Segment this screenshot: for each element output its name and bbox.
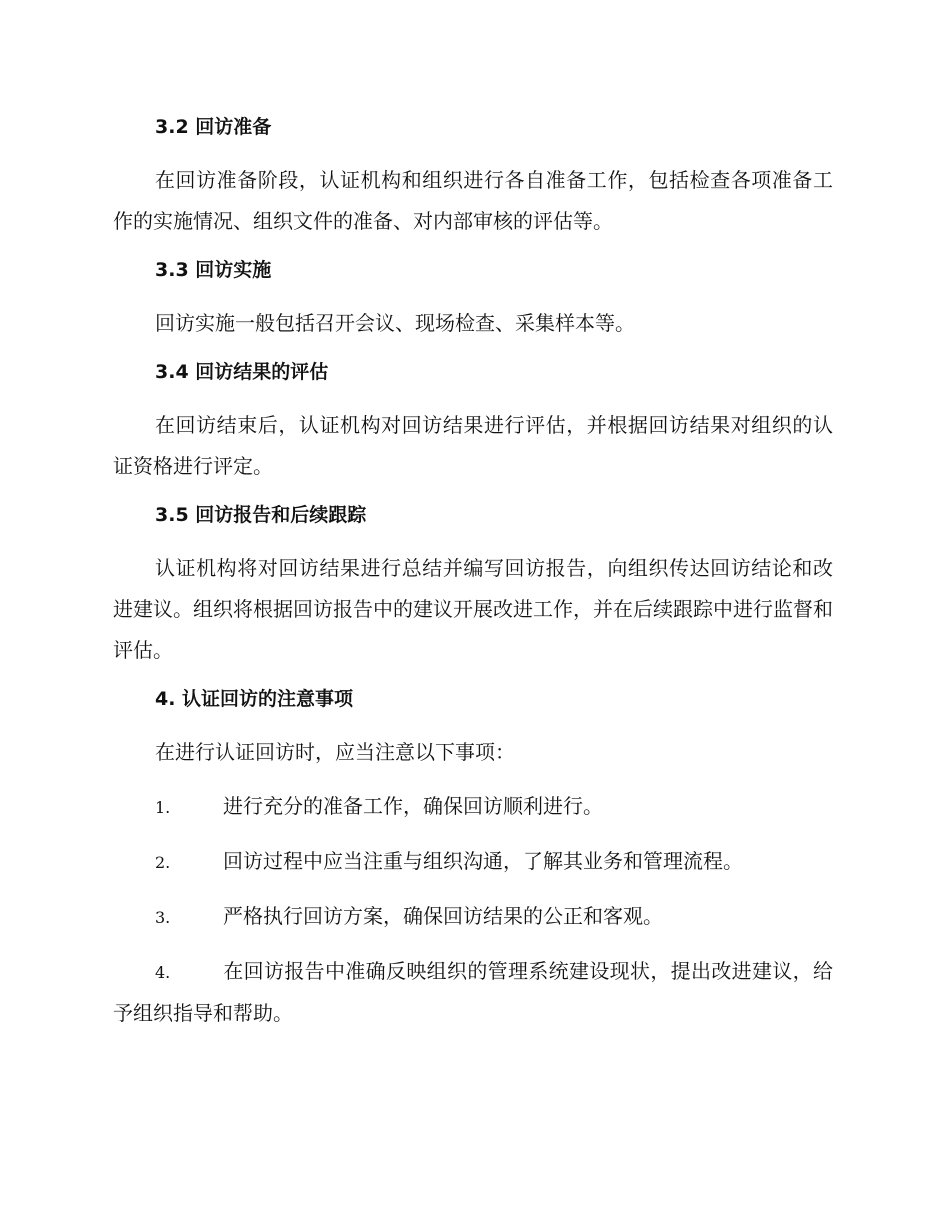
list-item-text: 回访过程中应当注重与组织沟通，了解其业务和管理流程。 xyxy=(223,849,743,873)
section-paragraph-3-4: 在回访结束后，认证机构对回访结果进行评估，并根据回访结果对组织的认证资格进行评定。 xyxy=(113,413,833,478)
section-heading-3-3: 3.3 回访实施 xyxy=(155,259,272,281)
section-heading-4: 4. 认证回访的注意事项 xyxy=(155,688,354,710)
list-item-number: 3. xyxy=(155,908,171,927)
list-item-text: 严格执行回访方案，确保回访结果的公正和客观。 xyxy=(223,904,663,928)
list-item-text: 在回访报告中准确反映组织的管理系统建设现状，提出改进建议，给予组织指导和帮助。 xyxy=(113,959,833,1025)
list-item xyxy=(113,951,833,1034)
section-paragraph-4: 在进行认证回访时，应当注意以下事项： xyxy=(155,740,515,764)
list-item-number: 4. xyxy=(155,963,171,982)
list-item-text: 进行充分的准备工作，确保回访顺利进行。 xyxy=(223,794,603,818)
list-item xyxy=(113,896,833,938)
list-item xyxy=(113,786,833,828)
list-item-number: 2. xyxy=(155,853,171,872)
section-heading-3-5: 3.5 回访报告和后续跟踪 xyxy=(155,504,367,526)
section-paragraph-3-2: 在回访准备阶段，认证机构和组织进行各自准备工作，包括检查各项准备工作的实施情况、组织文件的准备、对内部审核的评估等。 xyxy=(113,168,833,233)
list-item xyxy=(113,841,833,883)
section-paragraph-3-3: 回访实施一般包括召开会议、现场检查、采集样本等。 xyxy=(155,311,635,335)
section-heading-3-4: 3.4 回访结果的评估 xyxy=(155,361,329,383)
section-heading-3-2: 3.2 回访准备 xyxy=(155,116,272,138)
document-body xyxy=(113,112,833,1047)
section-paragraph-3-5: 认证机构将对回访结果进行总结并编写回访报告，向组织传达回访结论和改进建议。组织将根据回访报告中的建议开展改进工作，并在后续跟踪中进行监督和评估。 xyxy=(113,556,833,662)
list-item-number: 1. xyxy=(155,798,171,817)
